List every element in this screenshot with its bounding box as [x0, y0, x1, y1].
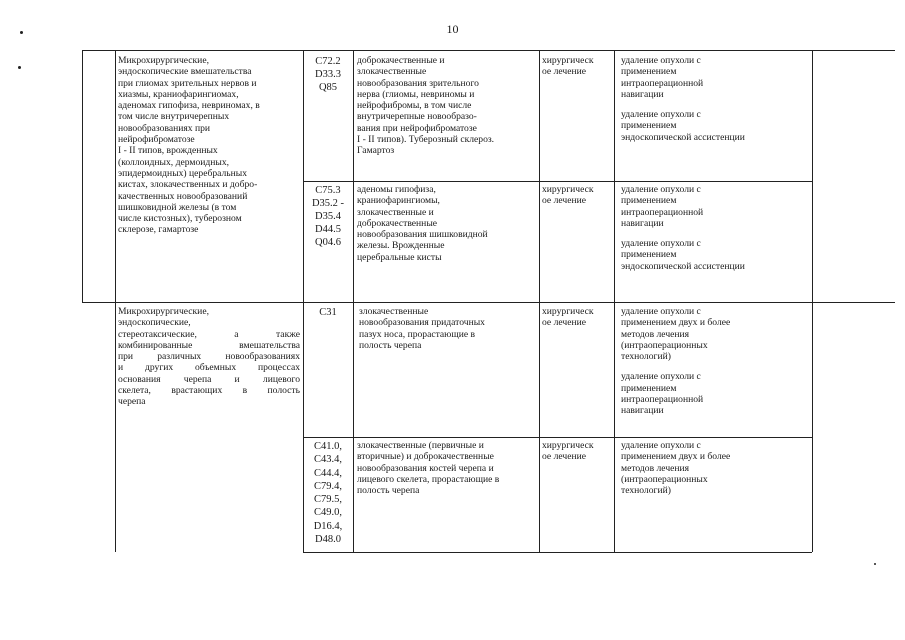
text-line: применением — [621, 249, 677, 261]
text-line: применением двух и более — [621, 317, 731, 329]
text-line: навигации — [621, 88, 664, 100]
text-line: полость черепа — [359, 339, 422, 351]
text-line: доброкачественные и — [357, 55, 445, 66]
text-line: интраоперационной — [621, 206, 704, 218]
icd-code: C72.2 — [315, 56, 341, 67]
text-line: ое лечение — [542, 66, 586, 78]
icd-codes-cell — [304, 306, 352, 319]
icd-codes-cell — [304, 55, 352, 94]
text-line: удаление опухоли с — [621, 109, 701, 121]
icd-code: C79.5, — [313, 494, 342, 506]
text-line: новообразования костей черепа и — [357, 462, 494, 474]
text-line: Микрохирургические, — [118, 306, 209, 317]
icd-code: D35.2 - — [311, 198, 345, 209]
treatment-type-cell — [542, 306, 613, 329]
text-line: кистах, злокачественных и добро- — [118, 179, 258, 191]
text-line: эндоскопические, — [118, 317, 191, 329]
text-line: методов лечения — [621, 462, 690, 474]
method-entry — [621, 109, 811, 143]
text-line: удаление опухоли с — [621, 184, 701, 195]
diagnosis-cell — [359, 306, 537, 351]
diagnosis-cell — [357, 184, 537, 263]
text-line: применением — [621, 195, 677, 207]
treatment-type-cell — [542, 184, 613, 207]
icd-code: Q04.6 — [315, 237, 341, 248]
text-line: ое лечение — [542, 451, 586, 463]
text-line: том числе внутричерепных — [118, 111, 230, 123]
text-line: применением — [621, 120, 677, 132]
icd-code: C41.0, — [313, 441, 342, 452]
icd-codes-cell — [304, 440, 352, 546]
text-line: при глиомах зрительных нервов и — [118, 77, 257, 89]
text-line: применением — [621, 66, 677, 78]
text-line: хирургическ — [542, 440, 594, 451]
text-line: эндоскопические вмешательства — [118, 66, 252, 78]
text-line: интраоперационной — [621, 77, 704, 89]
text-line: лицевого скелета, прорастающие в — [357, 473, 500, 485]
method-entry — [621, 55, 811, 100]
icd-code: C44.4, — [313, 467, 342, 479]
text-line: вторичные) и доброкачественные — [357, 451, 494, 463]
icd-code: Q85 — [318, 82, 338, 93]
text-line: навигации — [621, 405, 664, 417]
text-line: I - II типов, врожденных — [118, 145, 218, 157]
text-line: удаление опухоли с — [621, 238, 701, 250]
text-line: черепа — [118, 396, 146, 408]
text-line: вания при нейрофиброматозе — [357, 122, 477, 134]
text-line: эндоскопической ассистенции — [621, 260, 745, 272]
text-line: злокачественные и — [357, 206, 434, 218]
text-line: эндоскопической ассистенции — [621, 131, 745, 143]
text-line: применением двух и более — [621, 451, 731, 463]
text-line: хирургическ — [542, 55, 594, 66]
treatment-type-cell — [542, 440, 613, 463]
text-line: Гамартоз — [357, 145, 395, 157]
diagnosis-cell — [357, 55, 537, 157]
icd-code: D48.0 — [315, 534, 341, 546]
text-line: эпидермоидных) церебральных — [118, 167, 248, 179]
text-line: хиазмы, краниофарингиомах, — [118, 88, 239, 100]
icd-code: C49.0, — [313, 507, 342, 519]
icd-code: D35.4 — [315, 211, 341, 222]
text-line: удаление опухоли с — [621, 371, 701, 383]
text-line: I - II типов). Туберозный склероз. — [357, 134, 495, 146]
text-line: внутричерепные новообразо- — [357, 111, 477, 123]
text-line: технологий) — [621, 485, 671, 497]
text-line: (коллоидных, дермоидных, — [118, 156, 230, 168]
text-line: доброкачественные — [357, 217, 438, 229]
treatment-methods-cell — [621, 55, 811, 143]
text-line: ое лечение — [542, 195, 586, 207]
text-line: злокачественные (первичные и — [357, 440, 484, 451]
text-line: злокачественные — [359, 306, 429, 317]
text-line: злокачественные — [357, 66, 427, 78]
text-line: удаление опухоли с — [621, 55, 701, 66]
diagnosis-cell — [357, 440, 537, 496]
icd-code: C79.4, — [313, 480, 342, 492]
icd-code: D33.3 — [315, 69, 341, 80]
method-entry — [621, 306, 811, 362]
text-line: навигации — [621, 217, 664, 229]
icd-code: D16.4, — [313, 520, 343, 532]
intervention-cell — [118, 306, 300, 408]
text-line: (интраоперационных — [621, 339, 708, 351]
text-line: (интраоперационных — [621, 473, 708, 485]
text-line: хирургическ — [542, 184, 594, 195]
text-line: краниофарингиомы, — [357, 195, 440, 207]
method-entry — [621, 238, 811, 272]
text-line: нейрофибромы, в том числе — [357, 100, 472, 112]
text-line: при различных новообразованиях — [118, 351, 300, 363]
text-line: Микрохирургические, — [118, 55, 209, 66]
text-line: комбинированные вмешательства — [118, 339, 300, 351]
treatment-type-cell — [542, 55, 613, 78]
text-line: аденомах гипофиза, невриномах, в — [118, 100, 260, 112]
scan-speck — [18, 66, 21, 69]
text-line: полость черепа — [357, 485, 420, 497]
text-line: ое лечение — [542, 317, 586, 329]
text-line: удаление опухоли с — [621, 306, 701, 317]
icd-codes-cell — [304, 184, 352, 249]
page-number: 10 — [446, 22, 459, 36]
scan-speck — [874, 563, 876, 565]
method-entry — [621, 371, 811, 416]
text-line: нерва (глиомы, невриномы и — [357, 88, 475, 100]
text-line: применением — [621, 382, 677, 394]
text-line: хирургическ — [542, 306, 594, 317]
text-line: новообразования придаточных — [359, 317, 485, 329]
text-line: железы. Врожденные — [357, 240, 445, 252]
scan-speck — [20, 31, 23, 34]
treatment-methods-cell — [621, 440, 811, 496]
icd-code: C43.4, — [313, 454, 342, 466]
intervention-cell — [118, 55, 301, 236]
text-line: нейрофиброматозе — [118, 134, 195, 146]
text-line: числе кистозных), туберозном — [118, 213, 242, 225]
treatment-methods-cell — [621, 306, 811, 417]
text-line: и других объемных процессах — [118, 362, 300, 374]
text-line: качественных новообразований — [118, 190, 248, 202]
text-line: удаление опухоли с — [621, 440, 701, 451]
text-line: шишковидной железы (в том — [118, 201, 237, 213]
text-line: технологий) — [621, 351, 671, 363]
text-line: аденомы гипофиза, — [357, 184, 436, 195]
text-line: склерозе, гамартозе — [118, 224, 199, 236]
method-entry — [621, 184, 811, 229]
icd-code: D44.5 — [315, 224, 341, 235]
method-entry — [621, 440, 811, 496]
treatment-methods-cell — [621, 184, 811, 272]
icd-code: C31 — [319, 307, 337, 318]
text-line: методов лечения — [621, 328, 690, 340]
icd-code: C75.3 — [315, 185, 341, 196]
text-line: новообразованиях при — [118, 122, 211, 134]
text-line: новообразования шишковидной — [357, 229, 488, 241]
text-line: стереотаксические, а также — [118, 328, 300, 340]
text-line: пазух носа, прорастающие в — [359, 328, 476, 340]
text-line: новообразования зрительного — [357, 77, 479, 89]
text-line: скелета, врастающих в полость — [118, 385, 300, 397]
text-line: интраоперационной — [621, 394, 704, 406]
text-line: основания черепа и лицевого — [118, 373, 300, 385]
text-line: церебральные кисты — [357, 251, 442, 263]
